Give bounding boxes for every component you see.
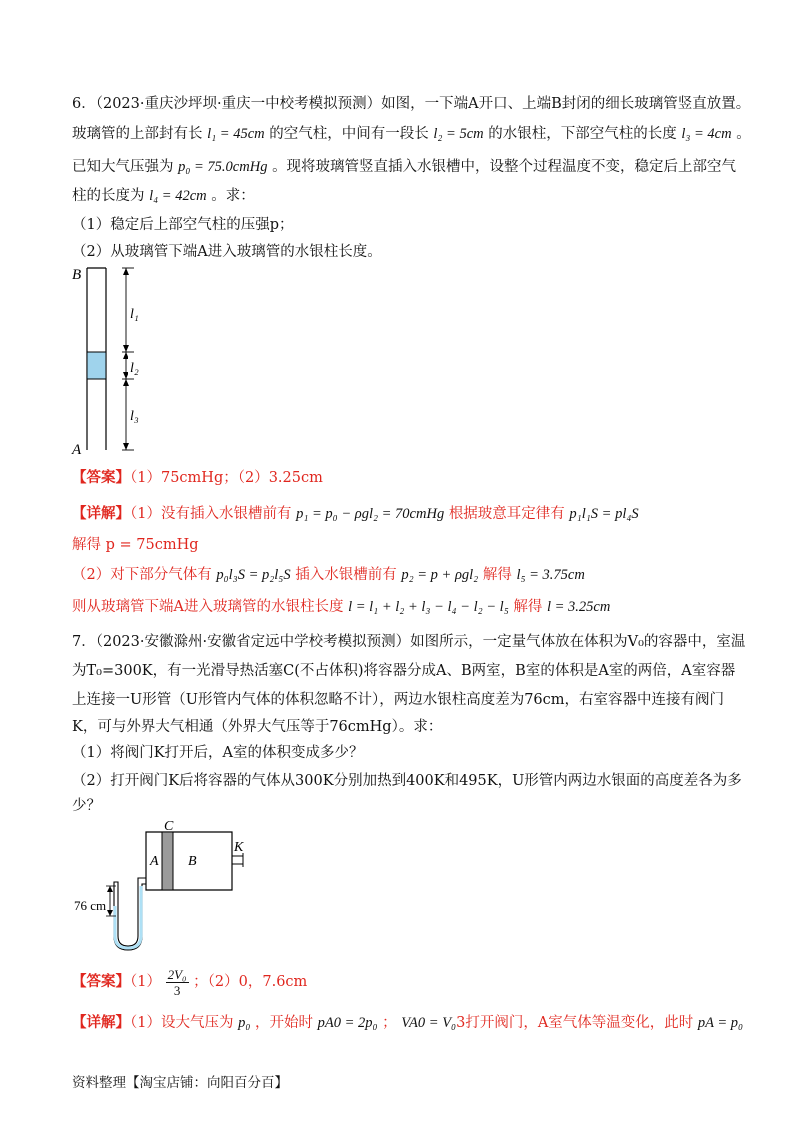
detail-text: （1）没有插入水银槽前有 [130,506,292,522]
formula: l = 3.25cm [546,599,611,615]
formula: pA0 = 2p₀ [317,1015,378,1031]
q6-formula-p0: p₀ = 75.0cmHg [178,159,268,175]
q6-text: 已知大气压强为 [72,159,174,175]
label-B: B [72,267,82,283]
q6-answer [72,467,740,489]
q7-stem-line3: 上连接一U形管（U形管内气体的体积忽略不计），两边水银柱高度差为76cm，右室容器中连接有阀门 [72,692,725,708]
formula: l₅ = 3.75cm [516,567,585,583]
answer-text: ；（2）0，7.6cm [193,974,308,990]
q6-detail-line4 [72,596,740,618]
detail-text: 解得 p = 75cmHg [72,537,199,553]
q7-stem-line4: K，可与外界大气相通（外界大气压等于76cmHg）。求： [72,719,443,735]
label-l1: l₁ [130,307,139,322]
q6-text: 。 [736,126,751,142]
q7-subquestion-2-cont: 少？ [72,798,101,814]
q7-answer [72,964,740,1000]
q6-tube-figure [70,262,160,456]
fraction [166,967,189,998]
detail-tag: 【详解】 [72,505,130,522]
detail-text: 根据玻意耳定律有 [448,506,565,522]
detail-text: 解得 [482,567,512,583]
label-A: A [72,442,82,456]
q7-subquestion-2: （2）打开阀门K后将容器的气体从300K分别加热到400K和495K，U形管内两边水银面的高度差各为多 [72,773,742,789]
formula: l = l₁ + l₂ + l₃ − l₄ − l₂ − l₅ [348,599,509,615]
detail-text: 解得 [513,599,543,615]
q6-text: 的空气柱，中间有一段长 [269,126,429,142]
q7-detail-line1 [72,1012,744,1034]
label-76cm: 76 cm [74,898,107,913]
q6-subquestion-1: （1）稳定后上部空气柱的压强p； [72,217,294,233]
detail-text: （1）设大气压为 [130,1015,234,1031]
answer-text: （1）75cmHg；（2）3.25cm [130,470,323,486]
q6-detail-line3 [72,564,740,586]
formula: p₀ [238,1015,251,1031]
page-footer: 资料整理【淘宝店铺：向阳百分百】 [72,1075,288,1091]
answer-tag: 【答案】 [72,973,130,990]
label-C: C [164,819,174,834]
q6-text: 玻璃管的上部封有长 [72,126,203,142]
detail-text: 插入水银槽前有 [295,567,397,583]
formula: pA = p₀ [697,1015,744,1031]
fraction-numerator: 2V₀ [167,966,187,982]
detail-text: ，开始时 [255,1015,313,1031]
q6-formula-l2: l₂ = 5cm [433,126,484,142]
fraction-denominator: 3 [173,982,181,998]
label-l2: l₂ [130,361,139,376]
q6-text: 。求： [211,188,255,204]
formula: VA0 = V₀ [401,1015,457,1031]
q7-subquestion-1: （1）将阀门K打开后，A室的体积变成多少？ [72,745,364,761]
formula: p₂ = p + ρgl₂ [401,567,479,583]
detail-text: ； [382,1015,397,1031]
answer-tag: 【答案】 [72,469,130,486]
detail-tag: 【详解】 [72,1014,130,1031]
q6-stem-line2 [72,123,751,145]
formula: p₀l₃S = p₂l₅S [216,567,291,583]
mercury-column [87,352,106,379]
q6-stem-line1: 6．（2023·重庆沙坪坝·重庆一中校考模拟预测）如图，一下端A开口、上端B封闭的细长玻璃管竖直放置。 [72,96,751,112]
q6-text: 柱的长度为 [72,188,145,204]
q6-detail-line1 [72,503,740,525]
formula: p₁l₁S = pl₄S [569,506,639,522]
piston-C [162,832,173,890]
answer-text: （1） [130,974,161,990]
q7-container-figure [70,818,260,952]
q6-stem-line3 [72,156,740,178]
label-l3: l₃ [130,409,139,424]
q6-text: 的水银柱，下部空气柱的长度 [488,126,677,142]
q7-stem-line1: 7．（2023·安徽滁州·安徽省定远中学校考模拟预测）如图所示，一定量气体放在体积为V₀的容器中，室温 [72,634,746,650]
label-B: B [188,854,197,869]
q6-formula-l4: l₄ = 42cm [149,188,207,204]
q7-stem-line2: 为T₀=300K，有一光滑导热活塞C(不占体积)将容器分成A、B两室，B室的体积是A室的两倍，A室容器 [72,663,736,679]
q6-formula-l3: l₃ = 4cm [681,126,732,142]
detail-text: （2）对下部分气体有 [72,567,212,583]
q6-detail-line2 [72,534,740,556]
q6-stem-line4 [72,185,740,207]
q6-formula-l1: l₁ = 45cm [207,126,265,142]
label-K: K [234,840,244,855]
q6-subquestion-2: （2）从玻璃管下端A进入玻璃管的水银柱长度。 [72,244,382,260]
detail-text: 3打开阀门，A室气体等温变化，此时 [456,1015,694,1031]
formula: p₁ = p₀ − ρgl₂ = 70cmHg [296,506,445,522]
q6-text: 。现将玻璃管竖直插入水银槽中，设整个过程温度不变，稳定后上部空气 [272,159,737,175]
label-A: A [150,854,159,869]
detail-text: 则从玻璃管下端A进入玻璃管的水银柱长度 [72,599,344,615]
